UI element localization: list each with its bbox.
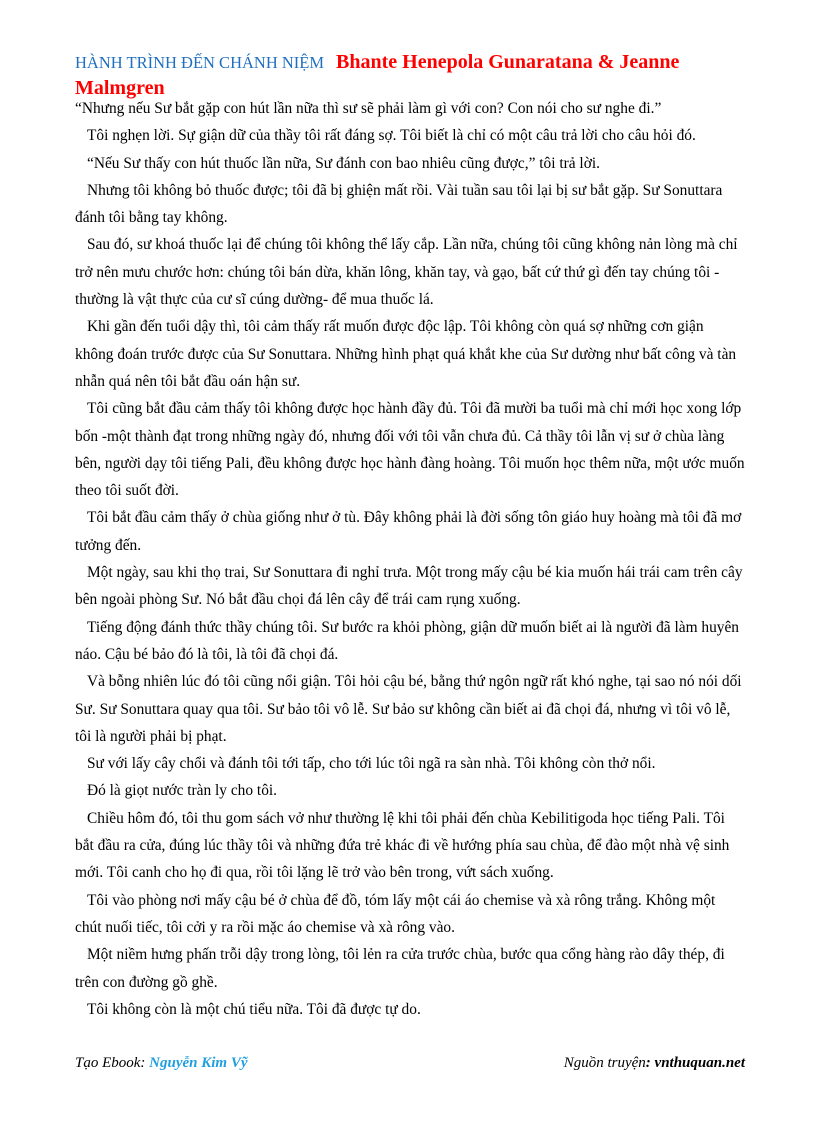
chapter-body (75, 95, 745, 1023)
paragraph: Một ngày, sau khi thọ trai, Sư Sonuttara đi nghỉ trưa. Một trong mấy cậu bé kia muốn hái trái cam trên cây bên ngoài phòng Sư. Nó bắt đầu chọi đá lên cây để trái cam rụng xuống. (75, 564, 743, 609)
paragraph: Tiếng động đánh thức thầy chúng tôi. Sư bước ra khỏi phòng, giận dữ muốn biết ai là người đã làm huyên náo. Cậu bé bảo đó là tôi, là tôi đã chọi đá. (75, 618, 740, 663)
book-title: HÀNH TRÌNH ĐẾN CHÁNH NIỆM (75, 53, 325, 72)
paragraph: Sau đó, sư khoá thuốc lại để chúng tôi không thể lấy cắp. Lần nữa, chúng tôi cũng không nản lòng mà chỉ trở nên mưu chước hơn: chúng tôi bán dừa, khăn lông, khăn tay, và gạo, bất cứ thứ gì đến tay chúng tôi -thường là vật thực của cư sĩ cúng dường- để mua thuốc lá. (75, 236, 738, 309)
paragraph: Một niềm hưng phấn trỗi dậy trong lòng, tôi lẻn ra cửa trước chùa, bước qua cổng hàng rào dây thép, đi trên con đường gồ ghề. (75, 946, 725, 991)
book-authors: Bhante Henepola Gunaratana & Jeanne Malmgren (75, 51, 680, 99)
paragraph: Tôi bắt đầu cảm thấy ở chùa giống như ở tù. Đây không phải là đời sống tôn giáo huy hoàng mà tôi đã mơ tưởng đến. (75, 509, 742, 554)
source-site: vnthuquan.net (654, 1055, 745, 1071)
ebook-credit: Tạo Ebook: Nguyễn Kim Vỹ (75, 1055, 248, 1071)
ebook-label: Tạo Ebook (75, 1055, 141, 1071)
paragraph: Tôi vào phòng nơi mấy cậu bé ở chùa để đồ, tóm lấy một cái áo chemise và xà rông trắng. Không một chút nuối tiếc, tôi cởi y ra rồi mặc áo chemise và xà rông vào. (75, 891, 716, 936)
paragraph: Chiều hôm đó, tôi thu gom sách vở như thường lệ khi tôi phải đến chùa Kebilitigoda học tiếng Pali. Tôi bắt đầu ra cửa, đúng lúc thầy tôi và những đứa trẻ khác đi về hướng phía sau chùa, để đào một nhà vệ sinh mới. Tôi canh cho họ đi qua, rồi tôi lặng lẽ trở vào bên trong, vứt sách xuống. (75, 809, 730, 882)
paragraph: Đó là giọt nước tràn ly cho tôi. (87, 782, 278, 800)
paragraph: Khi gần đến tuổi dậy thì, tôi cảm thấy rất muốn được độc lập. Tôi không còn quá sợ những cơn giận không đoán trước được của Sư Sonuttara. Những hình phạt quá khắt khe của Sư dường như bất công và tàn nhẫn quá nên tôi bắt đầu oán hận sư. (75, 318, 737, 390)
paragraph: Tôi không còn là một chú tiểu nữa. Tôi đã được tự do. (87, 1000, 421, 1018)
paragraph: Và bỗng nhiên lúc đó tôi cũng nổi giận. Tôi hỏi cậu bé, bằng thứ ngôn ngữ rất khó nghe, tại sao nó nói dối Sư. Sư Sonuttara quay qua tôi. Sư bảo tôi vô lễ. Sư bảo sư không cần biết ai đã chọi đá, nhưng vì tôi vô lễ, tôi là người phải bị phạt. (75, 673, 742, 745)
paragraph: “Nhưng nếu Sư bắt gặp con hút lần nữa thì sư sẽ phải làm gì với con? Con nói cho sư nghe đi.” (75, 100, 662, 117)
paragraph: “Nếu Sư thấy con hút thuốc lần nữa, Sư đánh con bao nhiêu cũng được,” tôi trả lời. (87, 154, 600, 172)
ebook-creator: Nguyễn Kim Vỹ (149, 1055, 248, 1071)
source-credit: Nguồn truyện: vnthuquan.net (563, 1055, 745, 1071)
paragraph: Nhưng tôi không bỏ thuốc được; tôi đã bị ghiện mất rồi. Vài tuần sau tôi lại bị sư bắt gặp. Sư Sonuttara đánh tôi bằng tay không. (75, 181, 723, 227)
source-label: Nguồn truyện (563, 1055, 646, 1071)
paragraph: Tôi cũng bắt đầu cảm thấy tôi không được học hành đầy đủ. Tôi đã mười ba tuổi mà chỉ mới học xong lớp bốn -một thành đạt trong những ngày đó, nhưng đối với tôi vẫn chưa đủ. Cả thầy tôi lẫn vị sư ở chùa làng bên, người dạy tôi tiếng Pali, đều không được học hành đàng hoàng. Tôi muốn học thêm nữa, một ước muốn theo tôi suốt đời. (75, 400, 745, 500)
paragraph: Sư với lấy cây chổi và đánh tôi tới tấp, cho tới lúc tôi ngã ra sàn nhà. Tôi không còn thở nổi. (87, 755, 656, 773)
paragraph: Tôi nghẹn lời. Sự giận dữ của thầy tôi rất đáng sợ. Tôi biết là chỉ có một câu trả lời cho câu hỏi đó. (87, 127, 696, 145)
